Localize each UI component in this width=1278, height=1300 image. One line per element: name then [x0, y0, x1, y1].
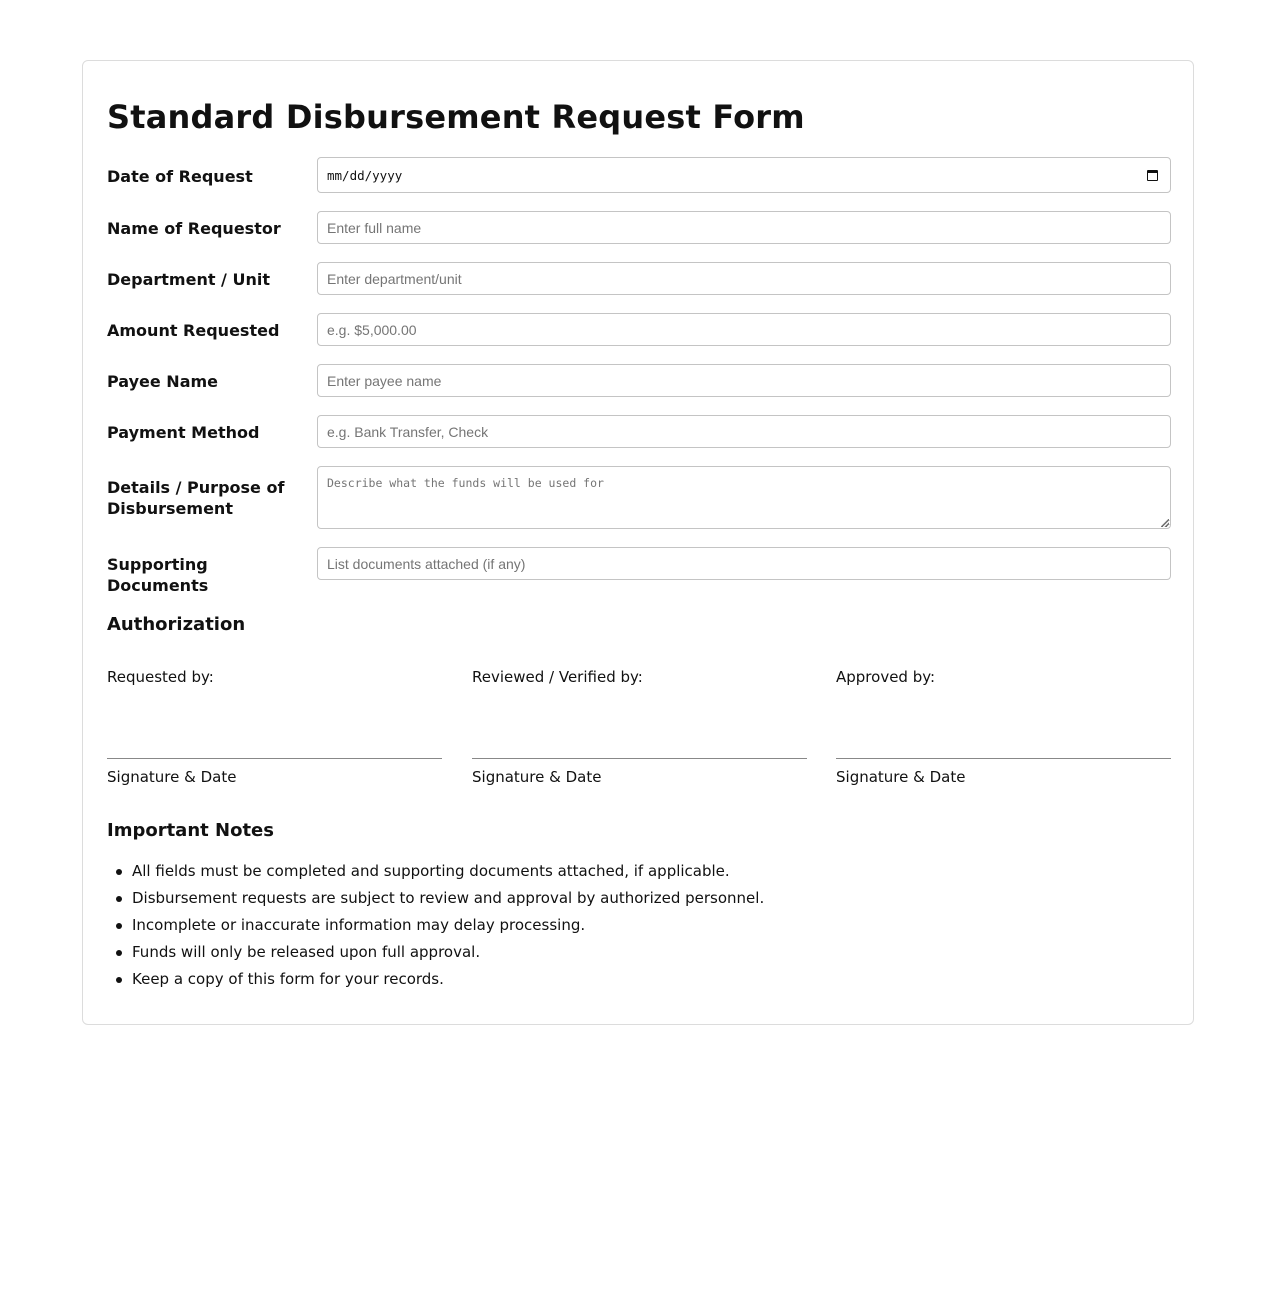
signature-caption: Signature & Date — [107, 768, 237, 786]
form-card — [82, 60, 1194, 1025]
list-item: All fields must be completed and supporting documents attached, if applicable. — [132, 858, 764, 885]
payee-name-input[interactable] — [317, 364, 1171, 397]
signature-line — [107, 758, 442, 759]
signature-caption: Signature & Date — [472, 768, 602, 786]
supporting-documents-input[interactable] — [317, 547, 1171, 580]
purpose-textarea[interactable] — [317, 466, 1171, 529]
list-item: Funds will only be released upon full approval. — [132, 939, 764, 966]
list-item: Incomplete or inaccurate information may delay processing. — [132, 912, 764, 939]
signer-role: Approved by: — [836, 668, 936, 686]
date-of-request-input[interactable] — [317, 157, 1171, 193]
signature-block-requested — [107, 667, 442, 787]
signature-caption: Signature & Date — [836, 768, 966, 786]
list-item: Disbursement requests are subject to review and approval by authorized personnel. — [132, 885, 764, 912]
amount-label: Amount Requested — [107, 321, 280, 340]
signature-block-reviewed — [472, 667, 807, 787]
authorization-heading: Authorization — [107, 614, 246, 635]
department-input[interactable] — [317, 262, 1171, 295]
requestor-name-input[interactable] — [317, 211, 1171, 244]
notes-list — [107, 858, 764, 993]
date-of-request-label: Date of Request — [107, 167, 253, 186]
supporting-documents-label: Supporting Documents — [107, 555, 209, 595]
amount-input[interactable] — [317, 313, 1171, 346]
requestor-name-label: Name of Requestor — [107, 219, 281, 238]
signer-role: Requested by: — [107, 668, 214, 686]
payee-name-label: Payee Name — [107, 372, 219, 391]
payment-method-input[interactable] — [317, 415, 1171, 448]
purpose-label: Details / Purpose of Disbursement — [107, 478, 285, 518]
signature-line — [472, 758, 807, 759]
calendar-icon[interactable] — [1147, 170, 1158, 181]
purpose-field-wrapper — [317, 466, 1171, 529]
page-title: Standard Disbursement Request Form — [107, 98, 805, 136]
department-label: Department / Unit — [107, 270, 270, 289]
notes-heading: Important Notes — [107, 820, 274, 841]
date-placeholder: mm/dd/yyyy — [327, 167, 403, 183]
list-item: Keep a copy of this form for your records. — [132, 966, 764, 993]
signature-line — [836, 758, 1171, 759]
payment-method-label: Payment Method — [107, 423, 260, 442]
signature-block-approved — [836, 667, 1171, 787]
signer-role: Reviewed / Verified by: — [472, 668, 643, 686]
